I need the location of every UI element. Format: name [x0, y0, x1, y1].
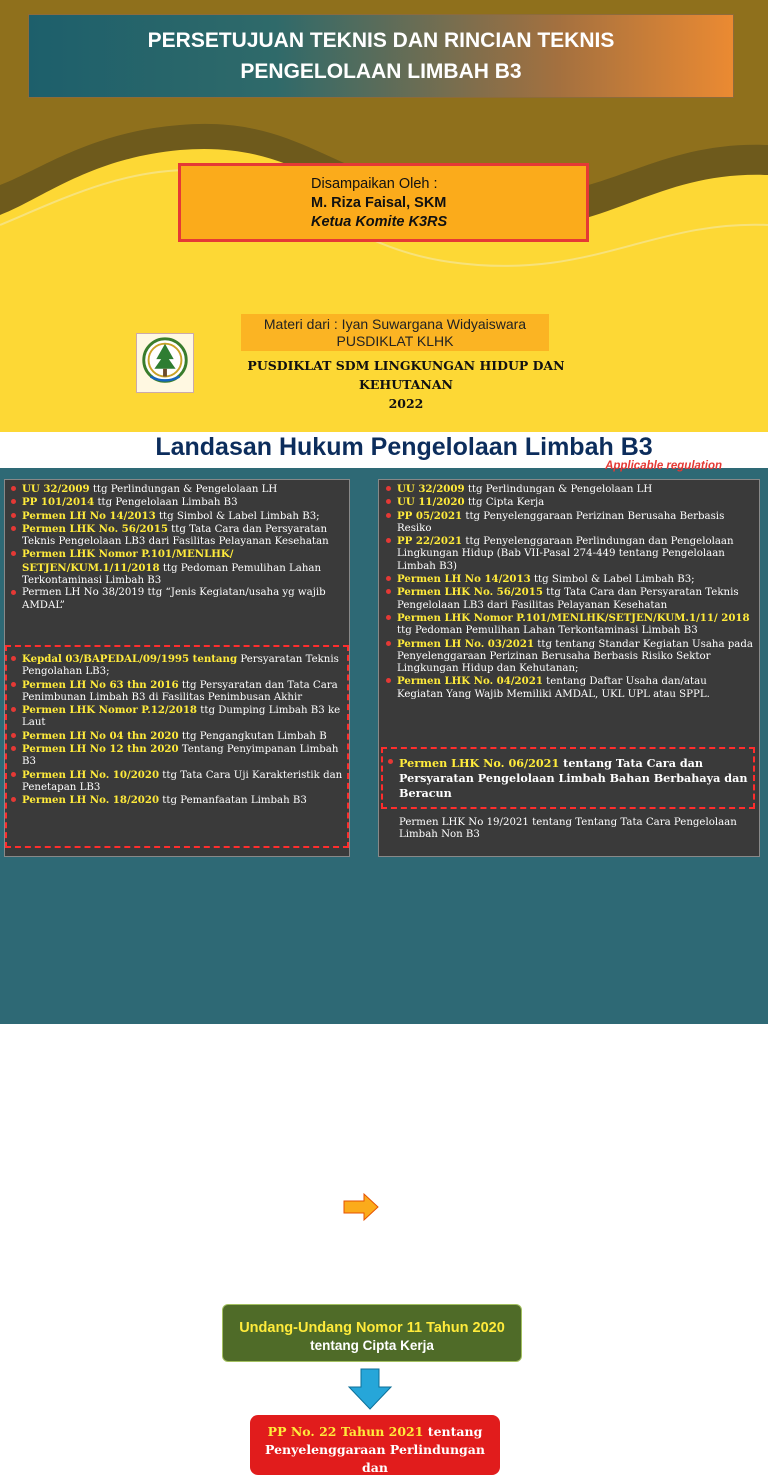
applicable-regulation-label: Applicable regulation: [605, 460, 722, 472]
old-regulations-list: [8, 483, 346, 612]
list-item: Permen LHK No. 04/2021 tentang Daftar Usaha dan/atau Kegiatan Yang Wajib Memiliki AMDAL, UKL UPL atau SPPL.: [383, 675, 755, 701]
klhk-logo-icon: [136, 333, 194, 393]
list-item: PP 101/2014 ttg Pengelolaan Limbah B3: [8, 496, 346, 509]
list-item: Kepdal 03/BAPEDAL/09/1995 tentang Persyaratan Teknis Pengolahan LB3;: [8, 653, 346, 679]
list-item: Permen LHK Nomor P.101/MENLHK/ SETJEN/KUM.1/11/2018 ttg Pedoman Pemulihan Lahan Terkontaminasi Limbah B3: [8, 548, 346, 587]
list-item: UU 11/2020 ttg Cipta Kerja: [383, 496, 755, 509]
highlighted-regulation: [385, 756, 749, 801]
list-item: PP 05/2021 ttg Penyelenggaraan Perizinan Berusaha Berbasis Resiko: [383, 510, 755, 536]
list-item: Permen LH No 04 thn 2020 ttg Pengangkutan Limbah B: [8, 730, 346, 743]
list-item: Permen LHK Nomor P.101/MENLHK/SETJEN/KUM.1/11/ 2018 ttg Pedoman Pemulihan Lahan Terkontaminasi Limbah B3: [383, 612, 755, 638]
source-box: [241, 314, 549, 351]
slide-title-banner: [28, 14, 734, 98]
list-item: Permen LHK No. 56/2015 ttg Tata Cara dan Persyaratan Teknis Pengelolaan LB3 dari Fasilitas Pelayanan Kesehatan: [383, 586, 755, 612]
list-item: UU 32/2009 ttg Perlindungan & Pengelolaan LH: [8, 483, 346, 496]
list-item: Permen LH No 63 thn 2016 ttg Persyaratan dan Tata Cara Penimbunan Limbah B3 di Fasilitas Penimbusan Akhir: [8, 679, 346, 705]
last-regulation: [385, 817, 749, 842]
list-item: Permen LH No. 10/2020 ttg Tata Cara Uji Karakteristik dan Penetapan LB3: [8, 769, 346, 795]
list-item: UU 32/2009 ttg Perlindungan & Pengelolaan LH: [383, 483, 755, 496]
law-title: Undang-Undang Nomor 11 Tahun 2020: [239, 1320, 505, 1336]
organization-line1: PUSDIKLAT SDM LINGKUNGAN HIDUP DAN KEHUTANAN: [247, 358, 565, 392]
presenter-name: M. Riza Faisal, SKM: [311, 195, 447, 211]
old-regulations-panel: [4, 479, 350, 857]
legal-basis-title: Landasan Hukum Pengelolaan Limbah B3: [0, 432, 768, 468]
organization-name: [208, 356, 604, 413]
list-item: PP 22/2021 ttg Penyelenggaraan Perlindungan dan Pengelolaan Lingkungan Hidup (Bab VII-Pasal 274-449 tentang Pengelolaan Limbah B3): [383, 535, 755, 573]
slide-title-line2: PENGELOLAAN LIMBAH B3: [240, 60, 522, 83]
new-regulations-list: [383, 483, 755, 701]
law-subtitle: tentang Cipta Kerja: [310, 1338, 434, 1353]
list-item: Permen LH No 12 thn 2020 Tentang Penyimpanan Limbah B3: [8, 743, 346, 769]
slide-title-line1: PERSETUJUAN TEKNIS DAN RINCIAN TEKNIS: [147, 29, 615, 52]
legal-basis-slide: [0, 432, 768, 1475]
arrow-right-icon: [344, 1194, 378, 1220]
government-regulation-box: [250, 1415, 500, 1475]
government-regulation-subtitle: Penyelenggaraan Perlindungan dan: [265, 1442, 485, 1475]
government-regulation-title: PP No. 22 Tahun 2021 tentang: [267, 1424, 483, 1439]
list-item: Permen LH No. 03/2021 ttg tentang Standar Kegiatan Usaha pada Penyelenggaraan Perizinan Berusaha Berbasis Risiko Sektor Lingkungan Hidup dan Kehutanan;: [383, 638, 755, 676]
arrow-down-icon: [349, 1369, 391, 1409]
list-item: Permen LH No 38/2019 ttg “Jenis Kegiatan/usaha yg wajib AMDAL”: [8, 587, 346, 612]
law-box: [222, 1304, 522, 1362]
revoked-regulations-list: [8, 653, 346, 808]
source-line2: PUSDIKLAT KLHK: [336, 333, 454, 349]
list-item: Permen LH No 14/2013 ttg Simbol & Label Limbah B3;: [383, 573, 755, 586]
presenter-label: Disampaikan Oleh :: [311, 176, 438, 192]
list-item: Permen LHK Nomor P.12/2018 ttg Dumping Limbah B3 ke Laut: [8, 704, 346, 730]
presenter-role: Ketua Komite K3RS: [311, 214, 448, 230]
list-item: Permen LH No. 18/2020 ttg Pemanfaatan Limbah B3: [8, 794, 346, 807]
new-regulations-panel: [378, 479, 760, 857]
source-line1: Materi dari : Iyan Suwargana Widyaiswara: [263, 316, 527, 332]
organization-year: 2022: [388, 396, 424, 411]
title-slide: [0, 0, 768, 432]
list-item: Permen LHK No. 06/2021 tentang Tata Cara dan Persyaratan Pengelolaan Limbah Bahan Berbahaya dan Beracun: [385, 756, 749, 801]
list-item: Permen LH No 14/2013 ttg Simbol & Label Limbah B3;: [8, 510, 346, 523]
list-item: Permen LHK No 19/2021 tentang Tentang Tata Cara Pengelolaan Limbah Non B3: [399, 817, 737, 841]
list-item: Permen LHK No. 56/2015 ttg Tata Cara dan Persyaratan Teknis Pengelolaan LB3 dari Fasilitas Pelayanan Kesehatan: [8, 523, 346, 549]
presenter-box: [178, 163, 589, 242]
